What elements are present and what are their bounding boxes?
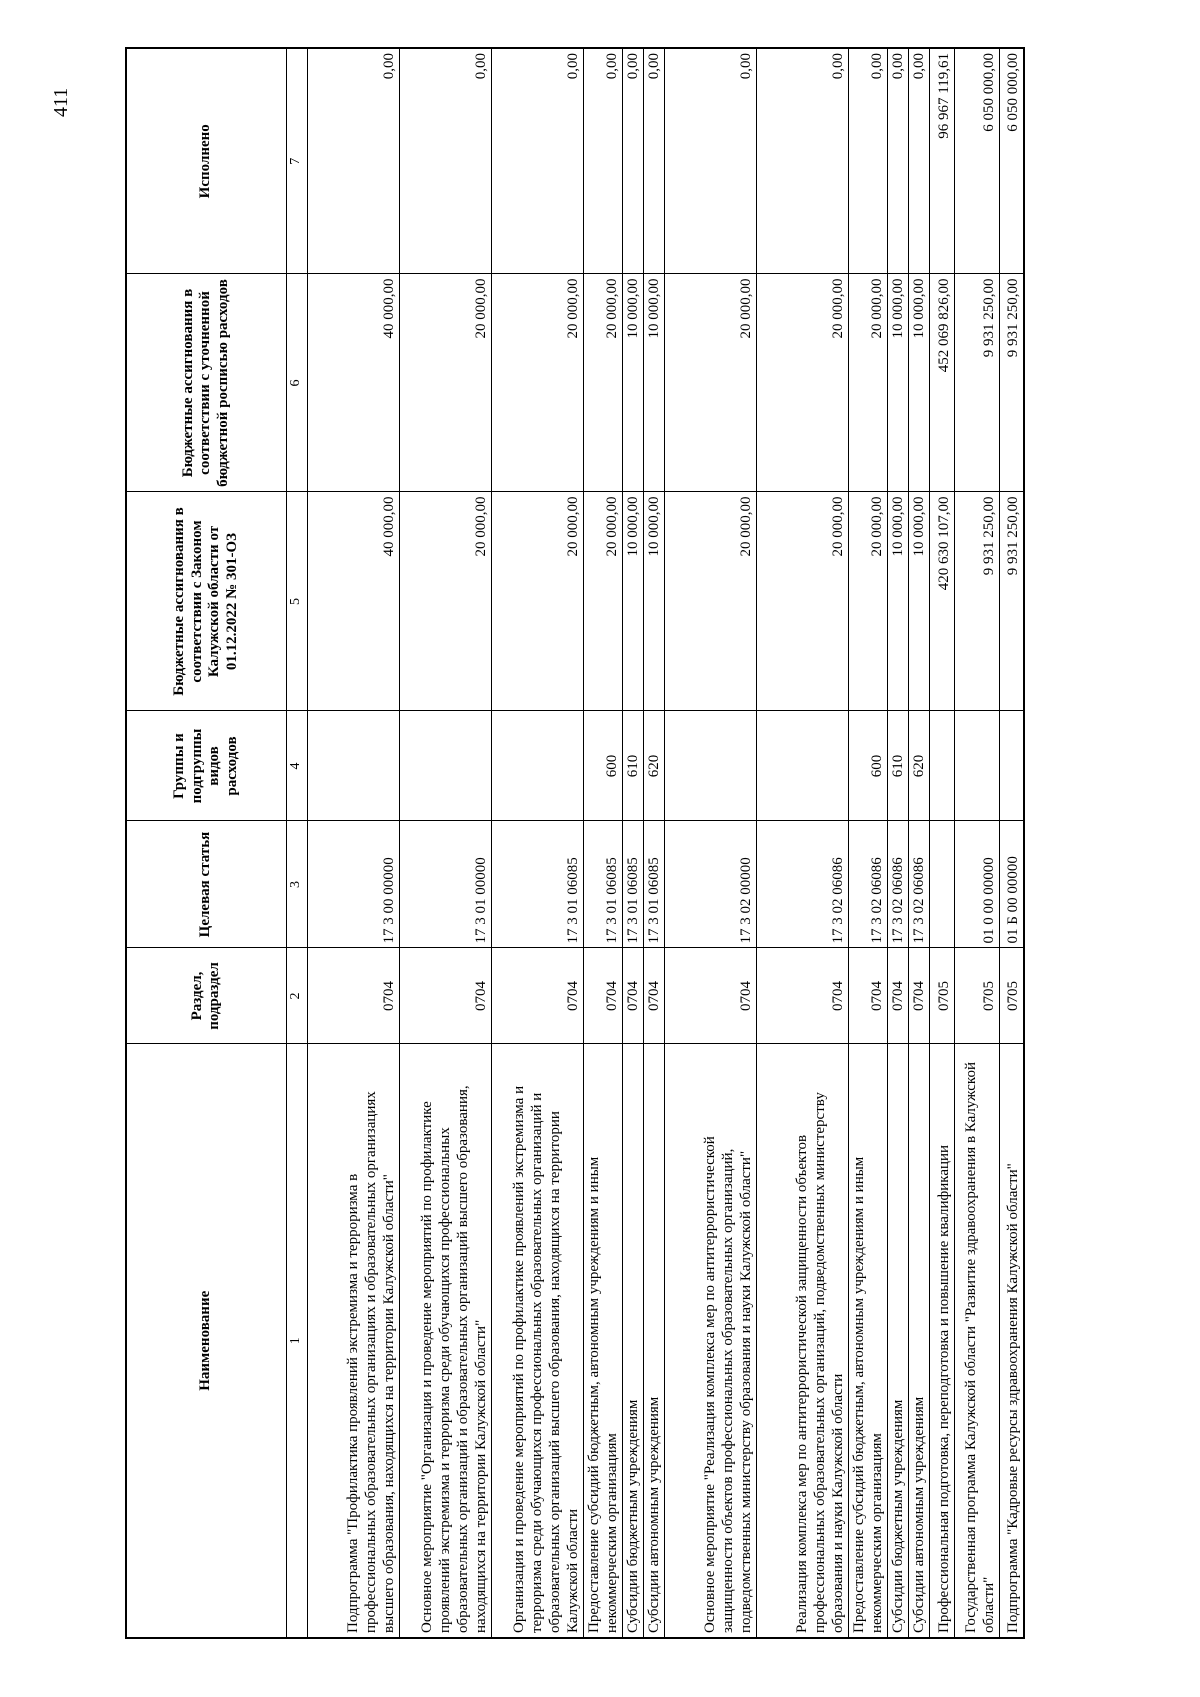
header-executed: Исполнено [126, 48, 286, 274]
table-cell-name: Подпрограмма "Профилактика проявлений экстремизма и терроризма в профессиональных образовательных организациях и образовательных организациях высшего образования, находящихся на территории Калужской области" [307, 1044, 399, 1638]
table-row [908, 48, 929, 1638]
header-budget: Бюджетные ассигнования в соответствии с уточненной бюджетной росписью расходов [126, 274, 286, 492]
page-number: 411 [50, 87, 72, 117]
table-cell-law: 20 000,00 [756, 492, 848, 711]
table-cell-section: 0704 [887, 948, 908, 1044]
table-cell-name: Реализация комплекса мер по антитеррористической защищенности объектов профессиональных образовательных организаций, подведомственных министерству образования и науки Калужской области [756, 1044, 848, 1638]
table-cell-group: 620 [643, 711, 664, 821]
table-cell-group [929, 711, 954, 821]
table-row [887, 48, 908, 1638]
table-cell-executed: 0,00 [307, 48, 399, 274]
table-cell-budget: 452 069 826,00 [929, 274, 954, 492]
table-row [307, 48, 399, 1638]
table-cell-section: 0704 [908, 948, 929, 1044]
column-number: 6 [286, 274, 307, 492]
table-cell-section: 0704 [622, 948, 643, 1044]
column-number: 2 [286, 948, 307, 1044]
table-cell-group: 610 [887, 711, 908, 821]
column-number: 3 [286, 821, 307, 948]
table-cell-group [954, 711, 999, 821]
table-cell-target: 17 3 02 06086 [887, 821, 908, 948]
column-number: 5 [286, 492, 307, 711]
table-cell-executed: 6 050 000,00 [954, 48, 999, 274]
table-cell-executed: 0,00 [887, 48, 908, 274]
header-section: Раздел, подраздел [126, 948, 286, 1044]
table-cell-target: 17 3 01 06085 [491, 821, 583, 948]
table-cell-executed: 0,00 [756, 48, 848, 274]
table-cell-executed: 0,00 [583, 48, 622, 274]
table-cell-section: 0704 [491, 948, 583, 1044]
table-cell-executed: 0,00 [664, 48, 756, 274]
table-cell-budget: 9 931 250,00 [954, 274, 999, 492]
table-cell-budget: 20 000,00 [399, 274, 491, 492]
table-cell-target: 17 3 02 00000 [664, 821, 756, 948]
table-cell-budget: 9 931 250,00 [999, 274, 1024, 492]
table-cell-section: 0704 [643, 948, 664, 1044]
table-cell-name: Профессиональная подготовка, переподготовка и повышение квалификации [929, 1044, 954, 1638]
table-cell-executed: 6 050 000,00 [999, 48, 1024, 274]
table-cell-target: 17 3 01 06085 [583, 821, 622, 948]
table-cell-budget: 10 000,00 [643, 274, 664, 492]
table-cell-law: 9 931 250,00 [999, 492, 1024, 711]
table-cell-target: 17 3 01 06085 [643, 821, 664, 948]
table-cell-budget: 40 000,00 [307, 274, 399, 492]
table-cell-name: Субсидии автономным учреждениям [643, 1044, 664, 1638]
table-cell-budget: 10 000,00 [908, 274, 929, 492]
table-row [399, 48, 491, 1638]
table-cell-law: 20 000,00 [399, 492, 491, 711]
budget-table [125, 47, 1025, 1639]
table-cell-law: 10 000,00 [643, 492, 664, 711]
header-law: Бюджетные ассигнования в соответствии с Законом Калужской области от 01.12.2022 № 301-ОЗ [126, 492, 286, 711]
table-cell-budget: 20 000,00 [664, 274, 756, 492]
header-name: Наименование [126, 1044, 286, 1638]
table-cell-group [399, 711, 491, 821]
table-cell-section: 0705 [999, 948, 1024, 1044]
header-group: Группы и подгруппы видов расходов [126, 711, 286, 821]
column-number: 7 [286, 48, 307, 274]
table-cell-target: 17 3 00 00000 [307, 821, 399, 948]
table-cell-budget: 20 000,00 [756, 274, 848, 492]
table-cell-target: 01 0 00 00000 [954, 821, 999, 948]
table-cell-budget: 20 000,00 [583, 274, 622, 492]
table-cell-group [491, 711, 583, 821]
table-cell-budget: 10 000,00 [622, 274, 643, 492]
table-row [929, 48, 954, 1638]
table-cell-section: 0704 [307, 948, 399, 1044]
table-row [664, 48, 756, 1638]
table-cell-budget: 20 000,00 [848, 274, 887, 492]
table-cell-law: 20 000,00 [848, 492, 887, 711]
table-cell-group: 620 [908, 711, 929, 821]
table-cell-executed: 0,00 [622, 48, 643, 274]
table-cell-section: 0705 [954, 948, 999, 1044]
table-cell-name: Субсидии автономным учреждениям [908, 1044, 929, 1638]
table-row [491, 48, 583, 1638]
table-cell-law: 20 000,00 [491, 492, 583, 711]
table-cell-executed: 0,00 [491, 48, 583, 274]
table-cell-budget: 20 000,00 [491, 274, 583, 492]
table-cell-budget: 10 000,00 [887, 274, 908, 492]
table-cell-group [664, 711, 756, 821]
table-cell-target: 17 3 02 06086 [908, 821, 929, 948]
table-cell-name: Основное мероприятие "Реализация комплекса мер по антитеррористической защищенности объектов профессиональных образовательных организаций, подведомственных министерству образования и науки Калужской области" [664, 1044, 756, 1638]
column-number: 4 [286, 711, 307, 821]
table-cell-target: 17 3 01 06085 [622, 821, 643, 948]
table-cell-law: 9 931 250,00 [954, 492, 999, 711]
table-row [848, 48, 887, 1638]
table-cell-section: 0705 [929, 948, 954, 1044]
table-cell-target [929, 821, 954, 948]
header-target: Целевая статья [126, 821, 286, 948]
column-number: 1 [286, 1044, 307, 1638]
table-cell-group: 610 [622, 711, 643, 821]
table-cell-law: 10 000,00 [622, 492, 643, 711]
table-cell-section: 0704 [848, 948, 887, 1044]
table-cell-target: 17 3 01 00000 [399, 821, 491, 948]
table-cell-name: Предоставление субсидий бюджетным, автономным учреждениям и иным некоммерческим организациям [583, 1044, 622, 1638]
table-cell-executed: 0,00 [848, 48, 887, 274]
table-row [643, 48, 664, 1638]
table-row [756, 48, 848, 1638]
table-cell-group [999, 711, 1024, 821]
table-cell-group: 600 [848, 711, 887, 821]
table-cell-law: 20 000,00 [664, 492, 756, 711]
table-cell-target: 17 3 02 06086 [756, 821, 848, 948]
table-cell-name: Основное мероприятие "Организация и проведение мероприятий по профилактике проявлений экстремизма и терроризма среди обучающихся профессиональных образовательных организаций и образовательных организаций высшего образования, находящихся на территории Калужской области" [399, 1044, 491, 1638]
table-cell-law: 40 000,00 [307, 492, 399, 711]
table-cell-law: 10 000,00 [908, 492, 929, 711]
table-body [307, 48, 1024, 1638]
table-cell-law: 20 000,00 [583, 492, 622, 711]
table-cell-section: 0704 [583, 948, 622, 1044]
table-cell-name: Предоставление субсидий бюджетным, автономным учреждениям и иным некоммерческим организациям [848, 1044, 887, 1638]
table-cell-name: Организация и проведение мероприятий по профилактике проявлений экстремизма и терроризма среди обучающихся профессиональных образовательных организаций и образовательных организаций высшего образования, находящихся на территории Калужской области [491, 1044, 583, 1638]
table-cell-law: 10 000,00 [887, 492, 908, 711]
table-cell-target: 01 Б 00 00000 [999, 821, 1024, 948]
table-cell-section: 0704 [399, 948, 491, 1044]
table-row [583, 48, 622, 1638]
table-cell-executed: 96 967 119,61 [929, 48, 954, 274]
table-cell-name: Субсидии бюджетным учреждениям [887, 1044, 908, 1638]
table-row [622, 48, 643, 1638]
table-cell-section: 0704 [756, 948, 848, 1044]
table-cell-group: 600 [583, 711, 622, 821]
table-cell-executed: 0,00 [643, 48, 664, 274]
table-cell-group [756, 711, 848, 821]
table-cell-executed: 0,00 [908, 48, 929, 274]
budget-table-container [125, 49, 1025, 1639]
table-cell-law: 420 630 107,00 [929, 492, 954, 711]
table-row [999, 48, 1024, 1638]
table-cell-target: 17 3 02 06086 [848, 821, 887, 948]
table-cell-group [307, 711, 399, 821]
table-cell-executed: 0,00 [399, 48, 491, 274]
table-cell-name: Государственная программа Калужской области "Развитие здравоохранения в Калужской области" [954, 1044, 999, 1638]
table-cell-section: 0704 [664, 948, 756, 1044]
table-cell-name: Подпрограмма "Кадровые ресурсы здравоохранения Калужской области" [999, 1044, 1024, 1638]
table-cell-name: Субсидии бюджетным учреждениям [622, 1044, 643, 1638]
table-row [954, 48, 999, 1638]
